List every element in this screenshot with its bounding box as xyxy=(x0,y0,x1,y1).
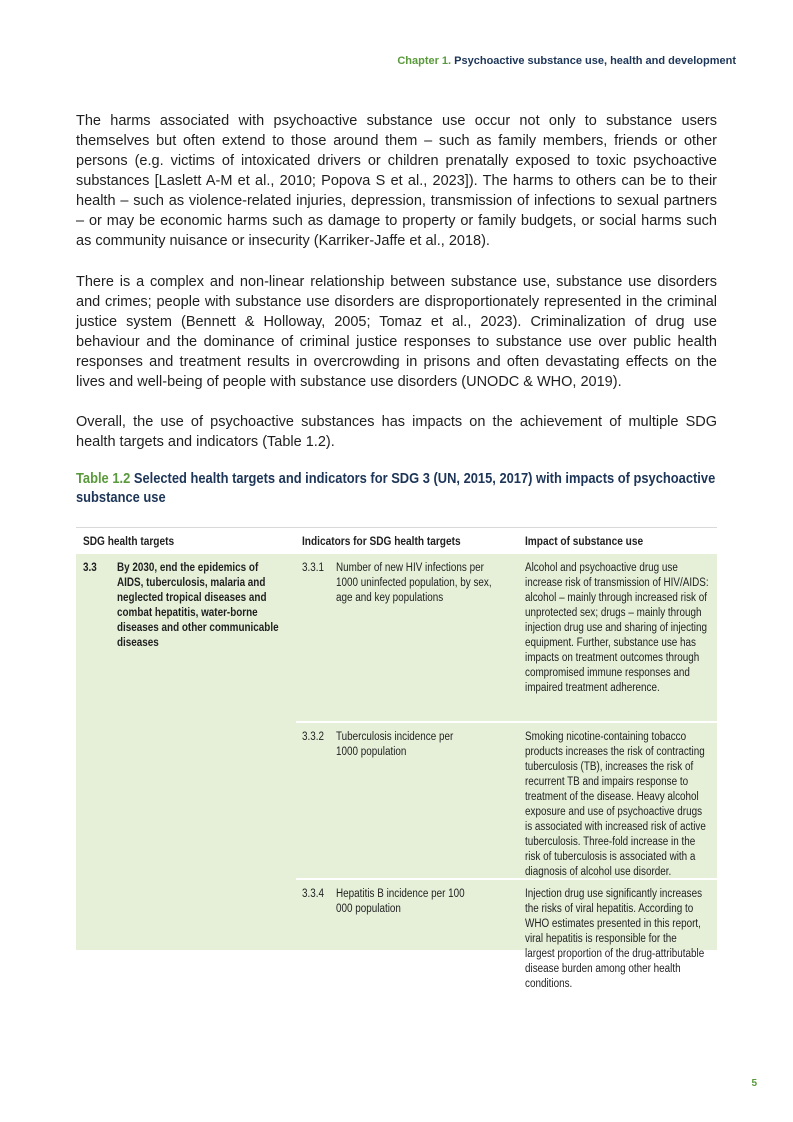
table-caption-text: Selected health targets and indicators for SDG 3 (UN, 2015, 2017) with impacts of psychoactive substance use xyxy=(76,470,716,506)
body-paragraph: The harms associated with psychoactive substance use occur not only to substance users themselves but often extend to those around them – such as family members, friends or other persons (e.g. victims of intoxicated drivers or children prenatally exposed to toxic psychoactive substances [Laslett A-M et al., 2010; Popova S et al., 2023]). The harms to others can be to their health – such as violence-related injuries, depression, transmission of infections to sexual partners – or may be economic harms such as damage to property or family budgets, or social harms such as community nuisance or insecurity (Karriker-Jaffe et al., 2018). xyxy=(76,113,717,249)
running-head xyxy=(397,55,736,67)
sdg-table xyxy=(76,527,717,990)
indicator-text: Number of new HIV infections per 1000 uninfected population, by sex, age and key populations xyxy=(336,562,492,604)
impact-text: Alcohol and psychoactive drug use increase risk of transmission of HIV/AIDS: alcohol – mainly through increased risk of unprotected sex; drugs – mainly through injection drug use and sharing of injecting equipment. Further, substance use has impacts on treatment outcomes through compromised immune responses and impaired treatment adherence. xyxy=(525,562,709,694)
indicator-number: 3.3.2 xyxy=(302,731,324,743)
table-body xyxy=(76,554,717,990)
row-divider xyxy=(296,878,717,880)
target-text: By 2030, end the epidemics of AIDS, tuberculosis, malaria and neglected tropical diseases and combat hepatitis, water-borne diseases and other communicable diseases xyxy=(117,562,279,649)
header-sdg-targets: SDG health targets xyxy=(83,536,175,548)
page-number: 5 xyxy=(751,1078,757,1089)
row-divider xyxy=(296,721,717,723)
target-number: 3.3 xyxy=(83,562,97,574)
running-head-title: Psychoactive substance use, health and development xyxy=(454,55,736,67)
table-header-row xyxy=(76,527,717,554)
table-caption-number: Table 1.2 xyxy=(76,470,131,487)
impact-text: Injection drug use significantly increases the risks of viral hepatitis. According to WHO estimates presented in this report, viral hepatitis is responsible for the largest proportion of the drug-attributable disease burden among other health conditions. xyxy=(525,888,705,990)
indicator-text: Hepatitis B incidence per 100 000 population xyxy=(336,888,465,915)
impact-text: Smoking nicotine-containing tobacco products increases the risk of contracting tuberculosis (TB), increases the risk of recurrent TB and impairs response to treatment of the disease. Heavy alcohol exposure and use of psychoactive drugs is associated with increased risk of active tuberculosis. Three-fold increase in the risk of tuberculosis is associated with a diagnosis of alcohol use disorder. xyxy=(525,731,706,878)
header-indicators: Indicators for SDG health targets xyxy=(302,536,461,548)
indicator-number: 3.3.1 xyxy=(302,562,324,574)
indicator-text: Tuberculosis incidence per 1000 population xyxy=(336,731,454,758)
running-head-chapter: Chapter 1. xyxy=(397,55,452,67)
header-impact: Impact of substance use xyxy=(525,536,644,548)
indicator-number: 3.3.4 xyxy=(302,888,324,900)
table-caption xyxy=(76,469,717,507)
body-paragraph: There is a complex and non-linear relationship between substance use, substance use disorders and crimes; people with substance use disorders are disproportionately represented in the criminal justice system (Bennett & Holloway, 2005; Tomaz et al., 2023). Criminalization of drug use behaviour and the dominance of criminal justice responses to substance use over public health responses and treatment results in overcrowding in prisons and often devastating effects on the lives and well-being of people with substance use disorders (UNODC & WHO, 2019). xyxy=(76,274,717,390)
body-paragraph: Overall, the use of psychoactive substances has impacts on the achievement of multiple SDG health targets and indicators (Table 1.2). xyxy=(76,414,717,450)
